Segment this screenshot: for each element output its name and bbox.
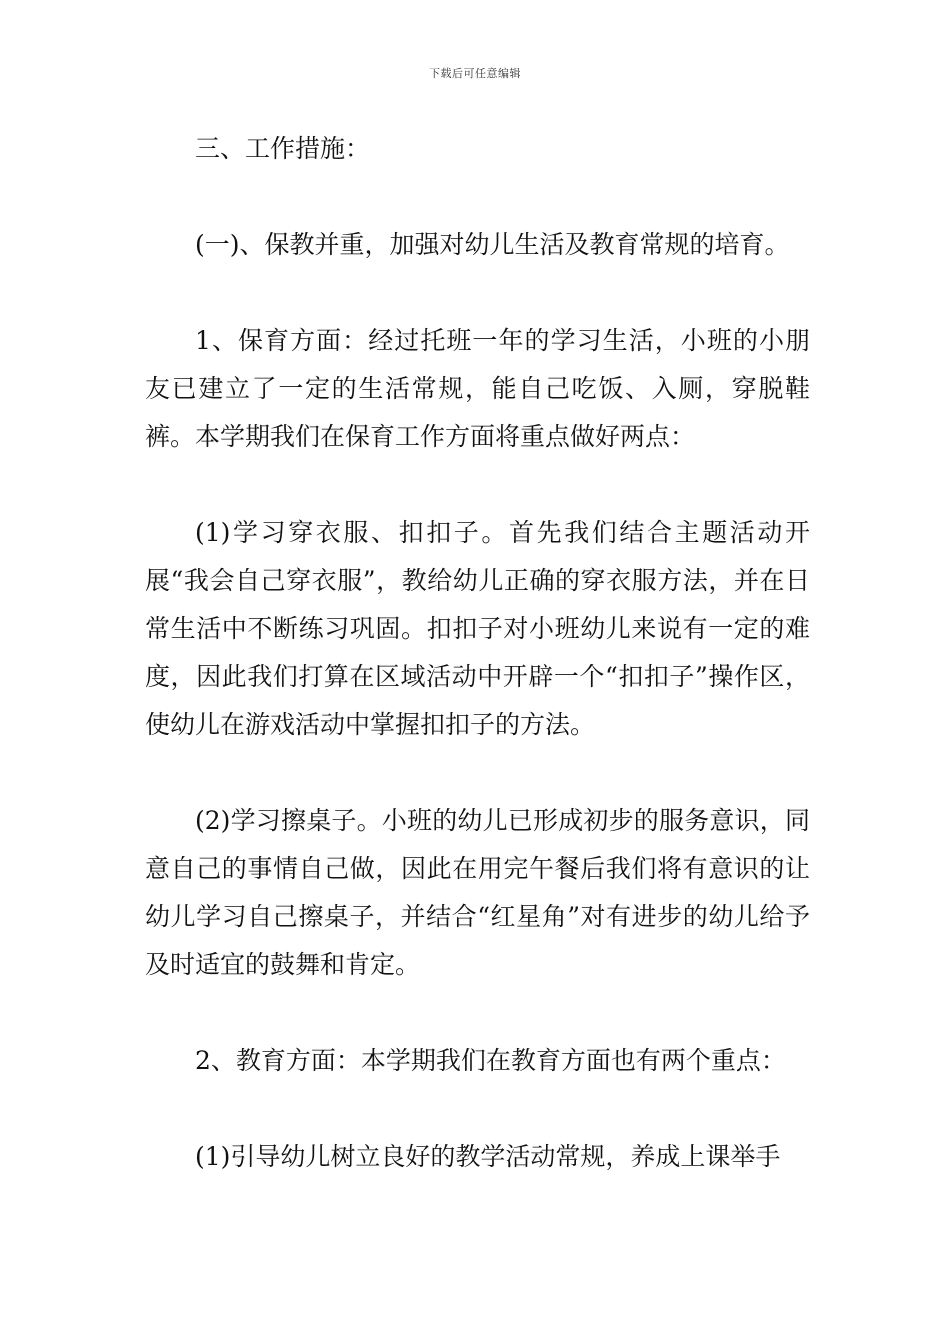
paragraph-care: 1、保育方面：经过托班一年的学习生活，小班的小朋友已建立了一定的生活常规，能自己吃饭、入厕，穿脱鞋裤。本学期我们在保育工作方面将重点做好两点： xyxy=(145,326,810,451)
paragraph-classroom-rules: (1)引导幼儿树立良好的教学活动常规，养成上课举手 xyxy=(195,1142,781,1171)
paragraph-gap xyxy=(145,989,810,1037)
paragraph-gap xyxy=(145,1085,810,1133)
paragraph-gap xyxy=(145,269,810,317)
document-body xyxy=(145,125,810,1181)
paragraph-dressing: (1)学习穿衣服、扣扣子。首先我们结合主题活动开展“我会自己穿衣服”，教给幼儿正确的穿衣服方法，并在日常生活中不断练习巩固。扣扣子对小班幼儿来说有一定的难度，因此我们打算在区域活动中开辟一个“扣扣子”操作区，使幼儿在游戏活动中掌握扣扣子的方法。 xyxy=(145,518,810,739)
paragraph-gap xyxy=(145,461,810,509)
paragraph-gap xyxy=(145,749,810,797)
paragraph-gap xyxy=(145,173,810,221)
paragraph-education: 2、教育方面：本学期我们在教育方面也有两个重点： xyxy=(195,1046,786,1075)
header-note: 下载后可任意编辑 xyxy=(429,67,521,80)
subsection-heading: (一)、保教并重，加强对幼儿生活及教育常规的培育。 xyxy=(195,230,790,259)
section-heading: 三、工作措施： xyxy=(195,134,371,163)
paragraph-table-wiping: (2)学习擦桌子。小班的幼儿已形成初步的服务意识，同意自己的事情自己做，因此在用完午餐后我们将有意识的让幼儿学习自己擦桌子，并结合“红星角”对有进步的幼儿给予及时适宜的鼓舞和肯定。 xyxy=(145,806,810,979)
